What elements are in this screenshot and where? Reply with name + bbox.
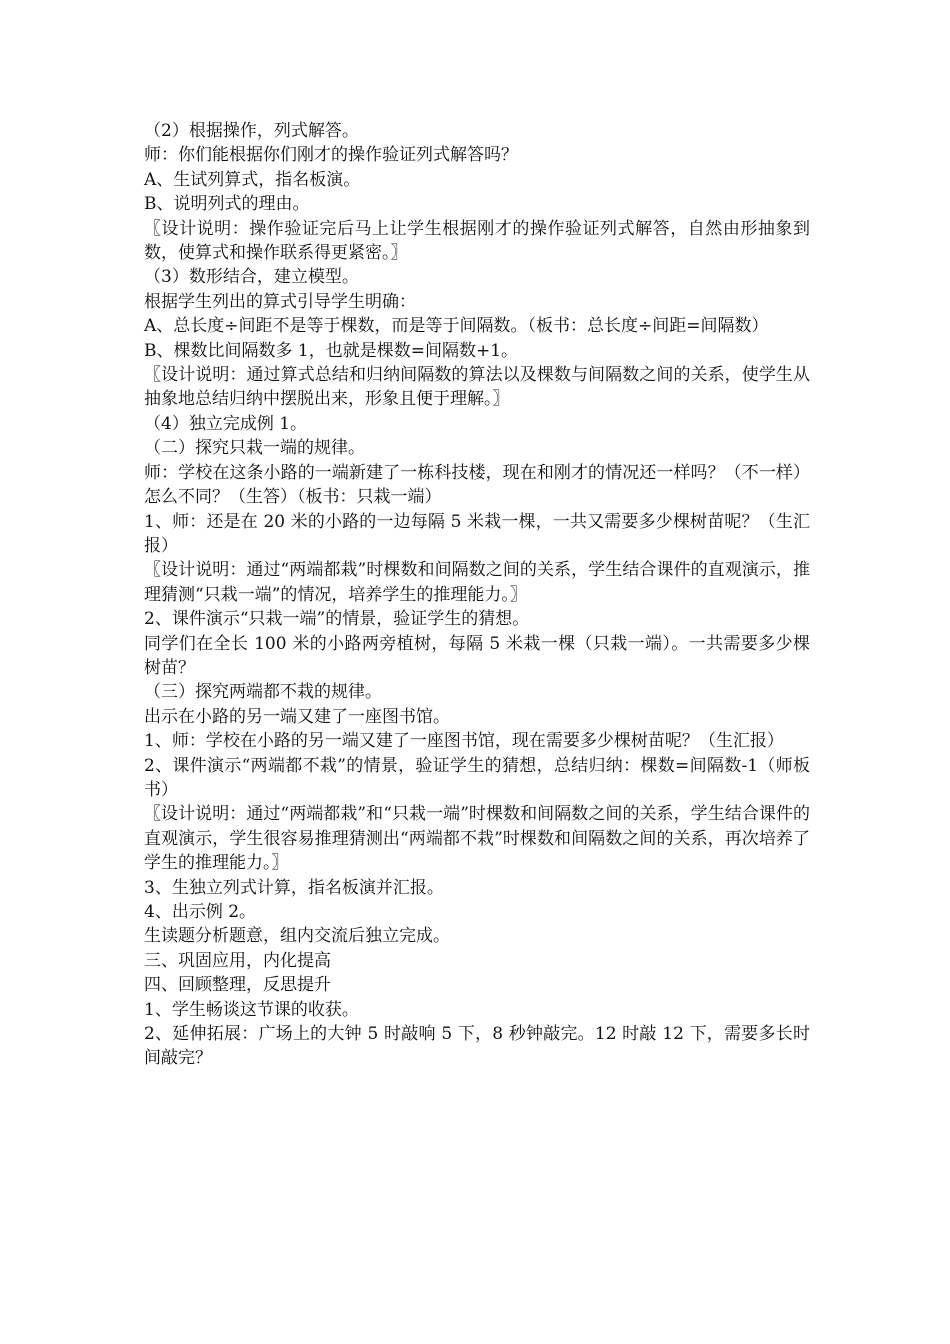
paragraph: （4）独立完成例 1。 [144, 413, 308, 434]
paragraph: 1、师：还是在 20 米的小路的一边每隔 5 米栽一棵，一共又需要多少棵树苗呢？（生汇报） [144, 511, 810, 556]
design-note: 〖设计说明：通过“两端都栽”和“只栽一端”时棵数和间隔数之间的关系，学生结合课件的直观演示，学生很容易推理猜测出“两端都不栽”时棵数和间隔数之间的关系，再次培养了学生的推理能力。〗 [144, 804, 810, 874]
design-note: 〖设计说明：操作验证完后马上让学生根据刚才的操作验证列式解答，自然由形抽象到数，使算式和操作联系得更紧密。〗 [144, 218, 810, 264]
design-note: 〖设计说明：通过“两端都栽”时棵数和间隔数之间的关系，学生结合课件的直观演示，推理猜测“只栽一端”的情况，培养学生的推理能力。〗 [144, 560, 810, 605]
paragraph: 3、生独立列式计算，指名板演并汇报。 [144, 877, 444, 898]
paragraph: B、棵数比间隔数多 1，也就是棵数=间隔数+1。 [144, 340, 519, 361]
section-heading: 三、巩固应用，内化提高 [144, 950, 331, 971]
section-heading: （三）探究两端都不栽的规律。 [144, 682, 382, 703]
paragraph: 根据学生列出的算式引导学生明确： [144, 291, 416, 312]
paragraph: 同学们在全长 100 米的小路两旁植树，每隔 5 米栽一棵（只栽一端）。一共需要多少棵树苗？ [144, 633, 810, 678]
section-heading: （二）探究只栽一端的规律。 [144, 438, 365, 459]
paragraph: 师：你们能根据你们刚才的操作验证列式解答吗？ [144, 145, 518, 166]
paragraph: 2、课件演示“只栽一端”的情景，验证学生的猜想。 [144, 609, 530, 630]
paragraph: 1、师：学校在小路的另一端又建了一座图书馆，现在需要多少棵树苗呢？（生汇报） [144, 731, 784, 752]
paragraph: 生读题分析题意，组内交流后独立完成。 [144, 926, 450, 947]
paragraph: A、生试列算式，指名板演。 [144, 169, 361, 190]
document-body [144, 119, 810, 1071]
paragraph: 出示在小路的另一端又建了一座图书馆。 [144, 706, 450, 727]
paragraph: 师：学校在这条小路的一端新建了一栋科技楼，现在和刚才的情况还一样吗？（不一样）怎么不同？（生答）（板书：只栽一端） [144, 462, 810, 508]
paragraph: 2、延伸拓展：广场上的大钟 5 时敲响 5 下，8 秒钟敲完。12 时敲 12 下，需要多长时间敲完？ [144, 1024, 810, 1069]
paragraph: （3）数形结合，建立模型。 [144, 267, 359, 288]
paragraph: （2）根据操作，列式解答。 [144, 121, 359, 141]
paragraph: 1、学生畅谈这节课的收获。 [144, 999, 359, 1020]
section-heading: 四、回顾整理，反思提升 [144, 975, 331, 996]
paragraph: 2、课件演示“两端都不栽”的情景，验证学生的猜想，总结归纳：棵数=间隔数-1（师板书） [144, 755, 810, 800]
paragraph: B、说明列式的理由。 [144, 194, 310, 215]
paragraph: 4、出示例 2。 [144, 902, 257, 922]
design-note: 〖设计说明：通过算式总结和归纳间隔数的算法以及棵数与间隔数之间的关系，使学生从抽象地总结归纳中摆脱出来，形象且便于理解。〗 [144, 365, 810, 410]
paragraph: A、总长度÷间距不是等于棵数，而是等于间隔数。（板书：总长度÷间距=间隔数） [144, 316, 769, 337]
